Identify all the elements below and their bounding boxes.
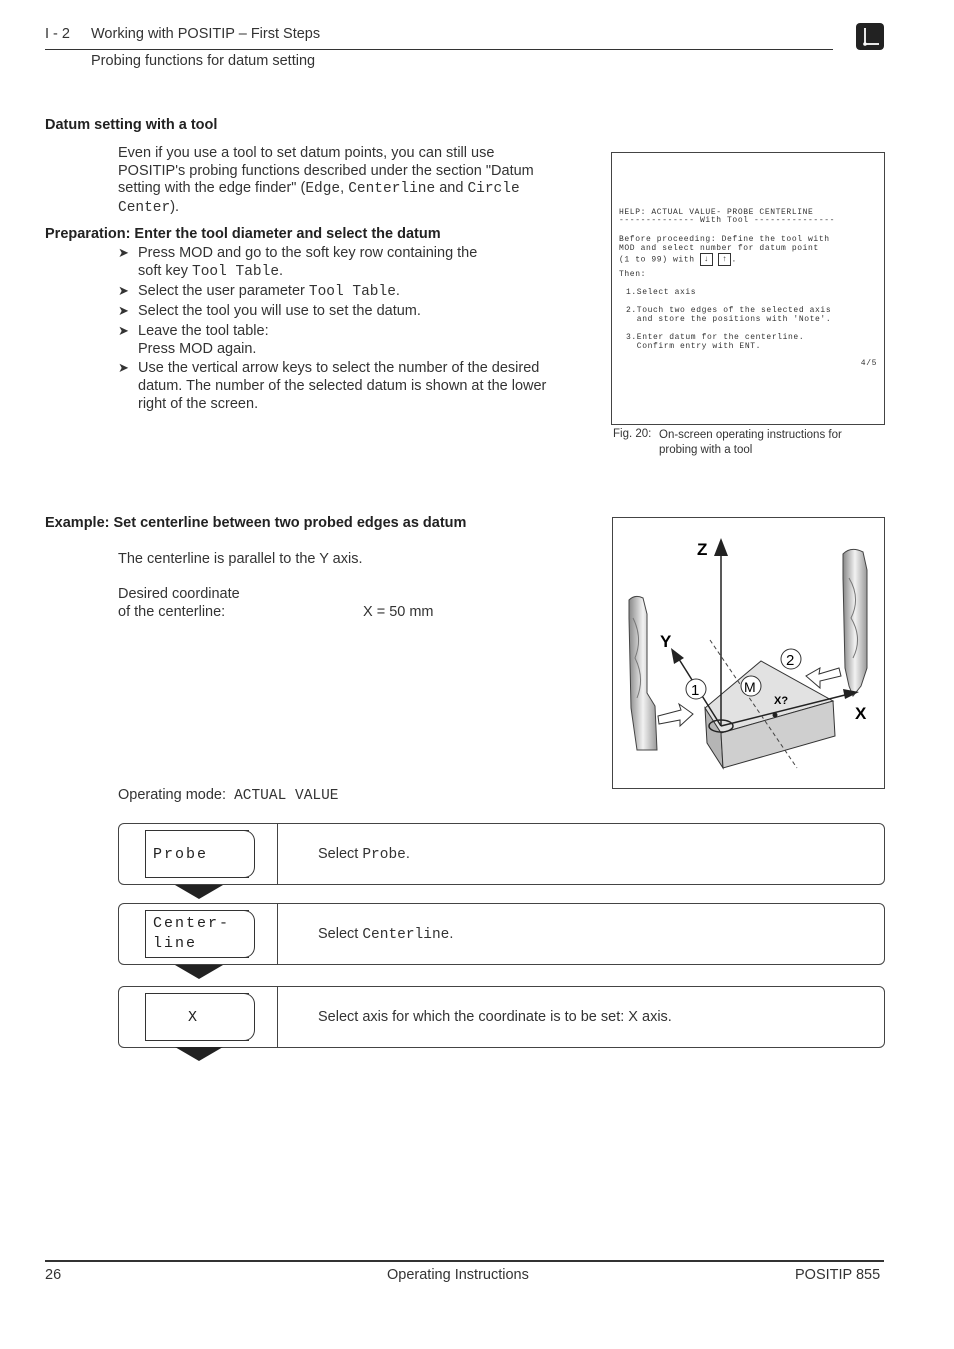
arrow-down-key-icon: ↓ <box>700 253 713 266</box>
intro-line <box>118 199 598 218</box>
step-description <box>318 846 410 863</box>
step-text: Select <box>318 846 363 862</box>
screen-step: 1.Select axis <box>626 288 697 297</box>
figure-caption <box>659 428 842 458</box>
bullet-text: Use the vertical arrow keys to select the number of the desired <box>138 360 540 376</box>
code-circle: Circle <box>467 181 520 197</box>
footer-product: POSITIP 855 <box>795 1267 881 1283</box>
datum-corner-icon <box>856 23 884 50</box>
desired-label <box>118 586 240 621</box>
bullet-text: . <box>279 263 284 279</box>
point-m-label: M <box>744 679 756 695</box>
code-center: Center <box>118 199 171 216</box>
step-text: Select <box>318 926 363 942</box>
screen-step: 2.Touch two edges of the selected axis <box>626 306 832 315</box>
bullet-text: Leave the tool table: <box>138 323 269 339</box>
caption-line: probing with a tool <box>659 444 753 456</box>
desired-line: Desired coordinate <box>118 586 240 602</box>
step-code: Probe <box>362 847 406 863</box>
screen-line: (1 to 99) with ↓ ↑ . <box>619 255 737 265</box>
center-point-icon <box>773 713 778 718</box>
operating-mode <box>118 787 339 806</box>
section-heading: Datum setting with a tool <box>45 117 218 133</box>
step-description <box>318 926 453 943</box>
step-description: Select axis for which the coordinate is to be set: X axis. <box>318 1009 672 1025</box>
bullet-text: Select the user parameter <box>138 283 309 299</box>
code-edge: Edge <box>305 181 341 197</box>
axis-x-label: X <box>855 704 867 723</box>
list-item <box>118 322 598 358</box>
list-item <box>118 244 598 281</box>
caption-line: On-screen operating instructions for <box>659 429 842 441</box>
intro-text: setting with the edge finder" ( <box>118 180 306 196</box>
bullet-text: Press MOD again. <box>138 341 257 357</box>
screen-step: 3.Enter datum for the centerline. <box>626 333 805 342</box>
y-axis-arrow-icon <box>671 648 684 664</box>
intro-text: , <box>340 180 349 196</box>
softkey-probe[interactable] <box>145 830 249 878</box>
example-heading: Example: Set centerline between two probed edges as datum <box>45 515 467 531</box>
screen-line: Before proceeding: Define the tool with <box>619 235 830 244</box>
list-item <box>118 302 598 320</box>
centerline-note: The centerline is parallel to the Y axis. <box>118 551 363 567</box>
tool-left-icon <box>629 596 657 750</box>
probe-arrow-left-icon <box>658 704 693 726</box>
code-tool-table: Tool Table <box>192 264 280 280</box>
arrow-bullet-icon: ➤ <box>118 360 129 375</box>
softkey-x-axis[interactable] <box>145 993 249 1041</box>
step-row <box>118 903 885 965</box>
step-text: . <box>449 926 454 942</box>
screen-text: (1 to 99) with <box>619 255 695 265</box>
intro-line: POSITIP's probing functions described under the section "Datum <box>118 162 534 179</box>
softkey-label: X <box>188 1009 200 1026</box>
bullet-text: Select the tool you will use to set the datum. <box>138 303 421 319</box>
screen-step: and store the positions with 'Note'. <box>626 315 832 324</box>
bullet-text: datum. The number of the selected datum is shown at the lower <box>138 378 547 394</box>
bullet-text: soft key <box>138 263 192 279</box>
bullet-text: . <box>395 283 400 299</box>
bullet-text: right of the screen. <box>138 396 259 412</box>
screen-line: Then: <box>619 270 647 279</box>
preparation-heading: Preparation: Enter the tool diameter and select the datum <box>45 226 441 242</box>
arrow-up-key-icon: ↑ <box>718 253 731 266</box>
list-item <box>118 282 598 301</box>
intro-paragraph <box>118 145 598 217</box>
step-row <box>118 823 885 885</box>
mode-value: ACTUAL VALUE <box>234 788 339 804</box>
figure-label: Fig. 20: <box>613 428 652 440</box>
softkey-centerline[interactable] <box>145 910 249 958</box>
tool-right-icon <box>843 549 867 696</box>
softkey-label: Center- line <box>153 915 231 952</box>
arrow-bullet-icon: ➤ <box>118 323 129 338</box>
bullet-text: Press MOD and go to the soft key row containing the <box>138 245 478 261</box>
footer-rule <box>45 1260 884 1262</box>
intro-line: Even if you use a tool to set datum points, you can still use <box>118 145 495 161</box>
step-row <box>118 986 885 1048</box>
softkey-label: Probe <box>153 846 209 863</box>
point-2-label: 2 <box>786 652 795 669</box>
chapter-title: Working with POSITIP – First Steps <box>91 26 321 42</box>
section-subtitle: Probing functions for datum setting <box>91 53 316 69</box>
step-arrow-icon <box>175 885 223 899</box>
arrow-bullet-icon: ➤ <box>118 245 129 260</box>
centerline-diagram <box>612 517 885 789</box>
chapter-tab-icon <box>856 23 884 50</box>
step-arrow-icon <box>175 1047 223 1061</box>
screen-step: Confirm entry with ENT. <box>626 342 762 351</box>
point-1-label: 1 <box>691 682 700 699</box>
screen-line: MOD and select number for datum point <box>619 244 819 253</box>
axis-z-label: Z <box>697 540 708 559</box>
help-screen <box>611 152 885 425</box>
code-tool-table: Tool Table <box>308 284 396 300</box>
mode-label: Operating mode: <box>118 787 227 803</box>
page-number: 26 <box>45 1267 62 1283</box>
section-number: I - 2 <box>45 26 70 42</box>
header-rule <box>45 49 833 50</box>
arrow-bullet-icon: ➤ <box>118 283 129 298</box>
list-item <box>118 359 598 413</box>
step-code: Centerline <box>362 927 450 943</box>
intro-text: and <box>435 180 468 196</box>
code-centerline: Centerline <box>348 181 436 197</box>
screen-subtitle: -------------- With Tool --------------- <box>619 216 836 225</box>
screen-title: HELP: ACTUAL VALUE- PROBE CENTERLINE <box>619 208 814 217</box>
step-arrow-icon <box>175 965 223 979</box>
probe-arrow-right-icon <box>806 668 841 688</box>
arrow-bullet-icon: ➤ <box>118 303 129 318</box>
intro-text: ). <box>170 198 180 215</box>
intro-line <box>118 180 598 199</box>
step-text: . <box>405 846 410 862</box>
screen-page-indicator: 4/5 <box>860 359 877 368</box>
axis-y-label: Y <box>660 632 672 651</box>
desired-value: X = 50 mm <box>363 604 434 620</box>
z-axis-arrow-icon <box>714 538 728 556</box>
probing-illustration <box>613 518 884 788</box>
x-unknown-label: X? <box>774 695 789 707</box>
footer-center: Operating Instructions <box>387 1267 529 1283</box>
desired-line: of the centerline: <box>118 603 226 620</box>
